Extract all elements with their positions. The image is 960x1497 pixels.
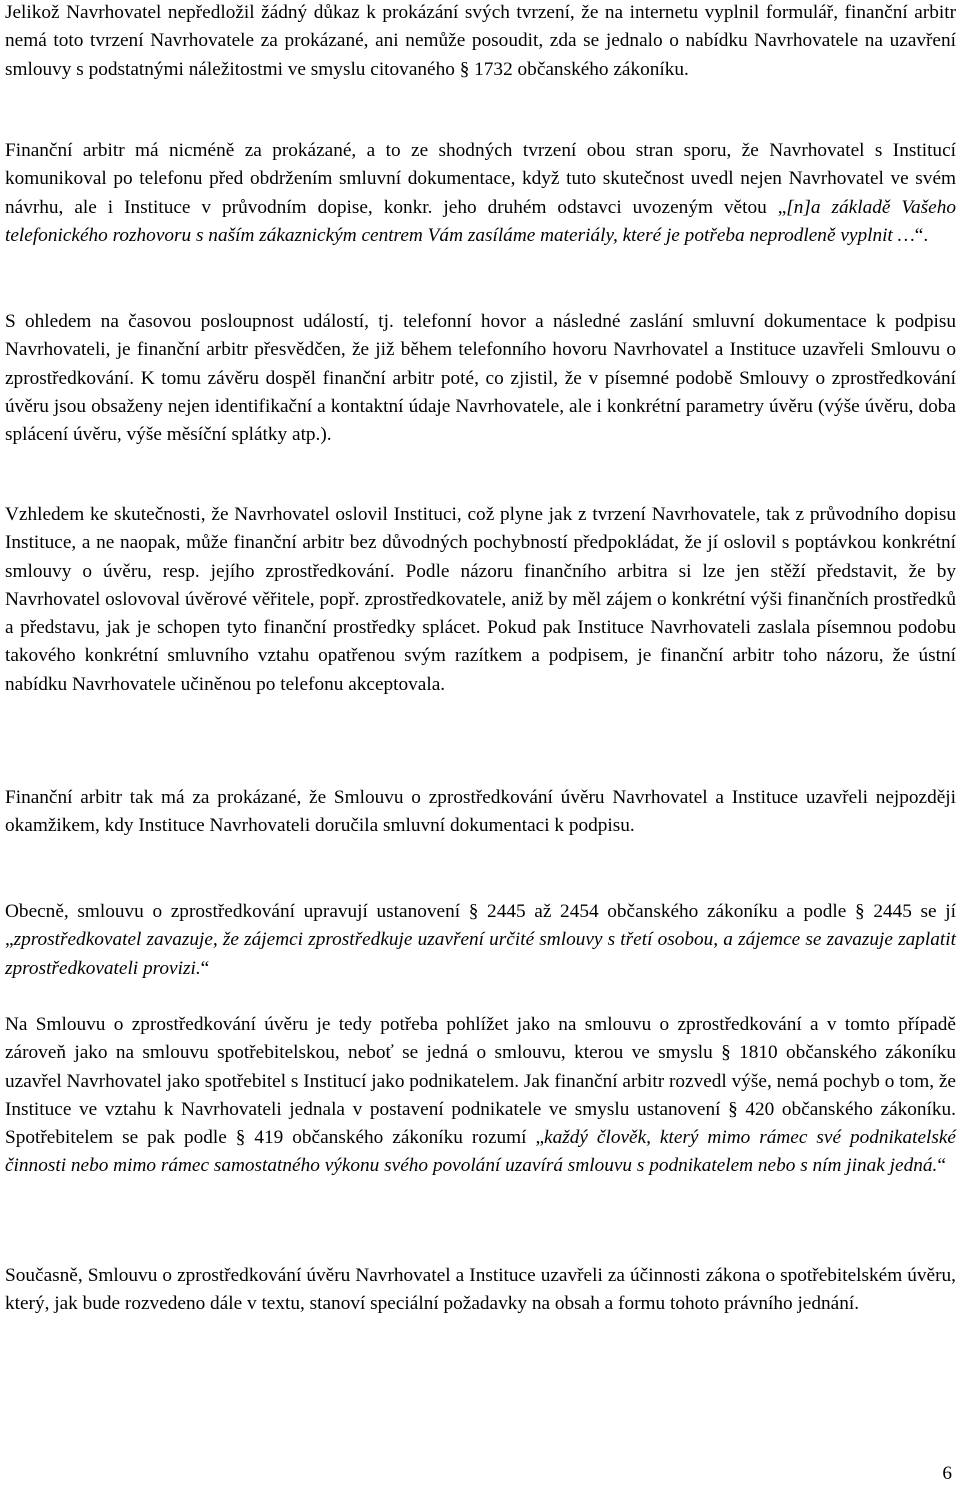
section-sign: § <box>468 901 479 922</box>
paragraph-7 <box>5 1011 956 1181</box>
section-sign: § <box>721 1042 731 1064</box>
text-run: “ <box>200 957 210 979</box>
italic-quote: každý člověk, který mimo rámec své podnikatelské činnosti nebo mimo rámec samostatného výkonu svého povolání uzavírá smlouvu s podnikatelem nebo s ním jinak jedná. <box>5 1127 956 1177</box>
text-run: “ <box>937 1155 946 1177</box>
text-run: Na Smlouvu o zprostředkování úvěru je tedy potřeba pohlížet jako na smlouvu o zprostředkování a v tomto případě zároveň jako na smlouvu spotřebitelskou, neboť se jedná o smlouvu, kterou ve smyslu <box>5 1014 956 1064</box>
text-run: Finanční arbitr má nicméně za prokázané, a to ze shodných tvrzení obou stran sporu, že Navrhovatel s Institucí komunikoval po telefonu před obdržením smluvní dokumentace, když tuto skutečnost uvedl nejen Navrhovatel ve svém návrhu, ale i Instituce v průvodním dopise, konkr. jeho druhém odstavci uvozeným větou „ <box>5 140 956 218</box>
text-run: Finanční arbitr tak má za prokázané, že Smlouvu o zprostředkování úvěru Navrhovatel a Instituce uzavřeli nejpozději okamžikem, kdy Instituce Navrhovateli doručila smluvní dokumentaci k podpisu. <box>5 787 956 837</box>
italic-quote: zprostředkovatel zavazuje, že zájemci zprostředkuje uzavření určité smlouvy s třetí osobou, a zájemce se zavazuje zaplatit zprostředkovateli provizi. <box>5 929 956 979</box>
page-number: 6 <box>942 1463 952 1484</box>
text-run: “. <box>914 224 929 246</box>
text-run: 2445 se jí „ <box>5 901 956 951</box>
section-sign: § <box>459 58 470 80</box>
text-run: 2445 až 2454 občanského zákoníku a podle <box>478 901 856 922</box>
text-run: Jelikož Navrhovatel nepředložil žádný důkaz k prokázání svých tvrzení, že na internetu vyplnil formulář, finanční arbitr nemá toto tvrzení Navrhovatele za prokázané, ani nemůže posoudit, zda se jednalo o nabídku Navrhovatele na uzavření smlouvy s podstatnými náležitostmi ve smyslu citovaného <box>5 2 956 80</box>
text-run: 1732 občanského zákoníku. <box>469 58 689 80</box>
section-sign: § <box>728 1098 738 1120</box>
paragraph-2 <box>5 137 956 250</box>
paragraph-3 <box>5 308 956 449</box>
paragraph-4 <box>5 501 956 699</box>
text-run: Obecně, smlouvu o zprostředkování upravují ustanovení <box>5 901 469 922</box>
paragraph-6 <box>5 898 956 983</box>
section-sign: § <box>235 1127 246 1149</box>
text-run: 419 občanského zákoníku rozumí „ <box>245 1127 545 1149</box>
text-run: 420 občanského zákoníku. Spotřebitelem se pak podle <box>5 1098 956 1149</box>
paragraph-8 <box>5 1262 956 1319</box>
section-sign: § <box>855 901 865 922</box>
italic-quote: [n]a základě Vašeho telefonického rozhovoru s naším zákaznickým centrem Vám zasíláme materiály, které je potřeba neprodleně vyplnit … <box>5 196 957 246</box>
text-run: Vzhledem ke skutečnosti, že Navrhovatel oslovil Instituci, což plyne jak z tvrzení Navrhovatele, tak z průvodního dopisu Instituce, a ne naopak, může finanční arbitr bez důvodných pochybností předpokládat, že jí oslovil s poptávkou konkrétní smlouvy o úvěru, resp. jejího zprostředkování. Podle názoru finančního arbitra si lze jen stěží představit, že by Navrhovatel oslovoval úvěrové věřitele, popř. zprostředkovatele, aniž by měl zájem o konkrétní výši finančních prostředků a představu, jak je schopen tyto finanční prostředky splácet. Pokud pak Instituce Navrhovateli zaslala písemnou podobu takového konkrétní smluvního vztahu opatřenou svým razítkem a podpisem, je finanční arbitr toho názoru, že ústní nabídku Navrhovatele učiněnou po telefonu akceptovala. <box>5 504 956 695</box>
paragraph-5 <box>5 784 956 841</box>
paragraph-1 <box>5 0 956 84</box>
text-run: 1810 občanského zákoníku uzavřel Navrhovatel jako spotřebitel s Institucí jako podnikatelem. Jak finanční arbitr rozvedl výše, nemá pochyb o tom, že Instituce ve vztahu k Navrhovateli jednala v postavení podnikatele ve smyslu ustanovení <box>5 1042 956 1120</box>
text-run: Současně, Smlouvu o zprostředkování úvěru Navrhovatel a Instituce uzavřeli za účinnosti zákona o spotřebitelském úvěru, který, jak bude rozvedeno dále v textu, stanoví speciální požadavky na obsah a formu tohoto právního jednání. <box>5 1265 956 1315</box>
text-run: S ohledem na časovou posloupnost událostí, tj. telefonní hovor a následné zaslání smluvní dokumentace k podpisu Navrhovateli, je finanční arbitr přesvědčen, že již během telefonního hovoru Navrhovatel a Instituce uzavřeli Smlouvu o zprostředkování. K tomu závěru dospěl finanční arbitr poté, co zjistil, že v písemné podobě Smlouvy o zprostředkování úvěru jsou obsaženy nejen identifikační a kontaktní údaje Navrhovatele, ale i konkrétní parametry úvěru (výše úvěru, doba splácení úvěru, výše měsíční splátky atp.). <box>5 311 956 446</box>
